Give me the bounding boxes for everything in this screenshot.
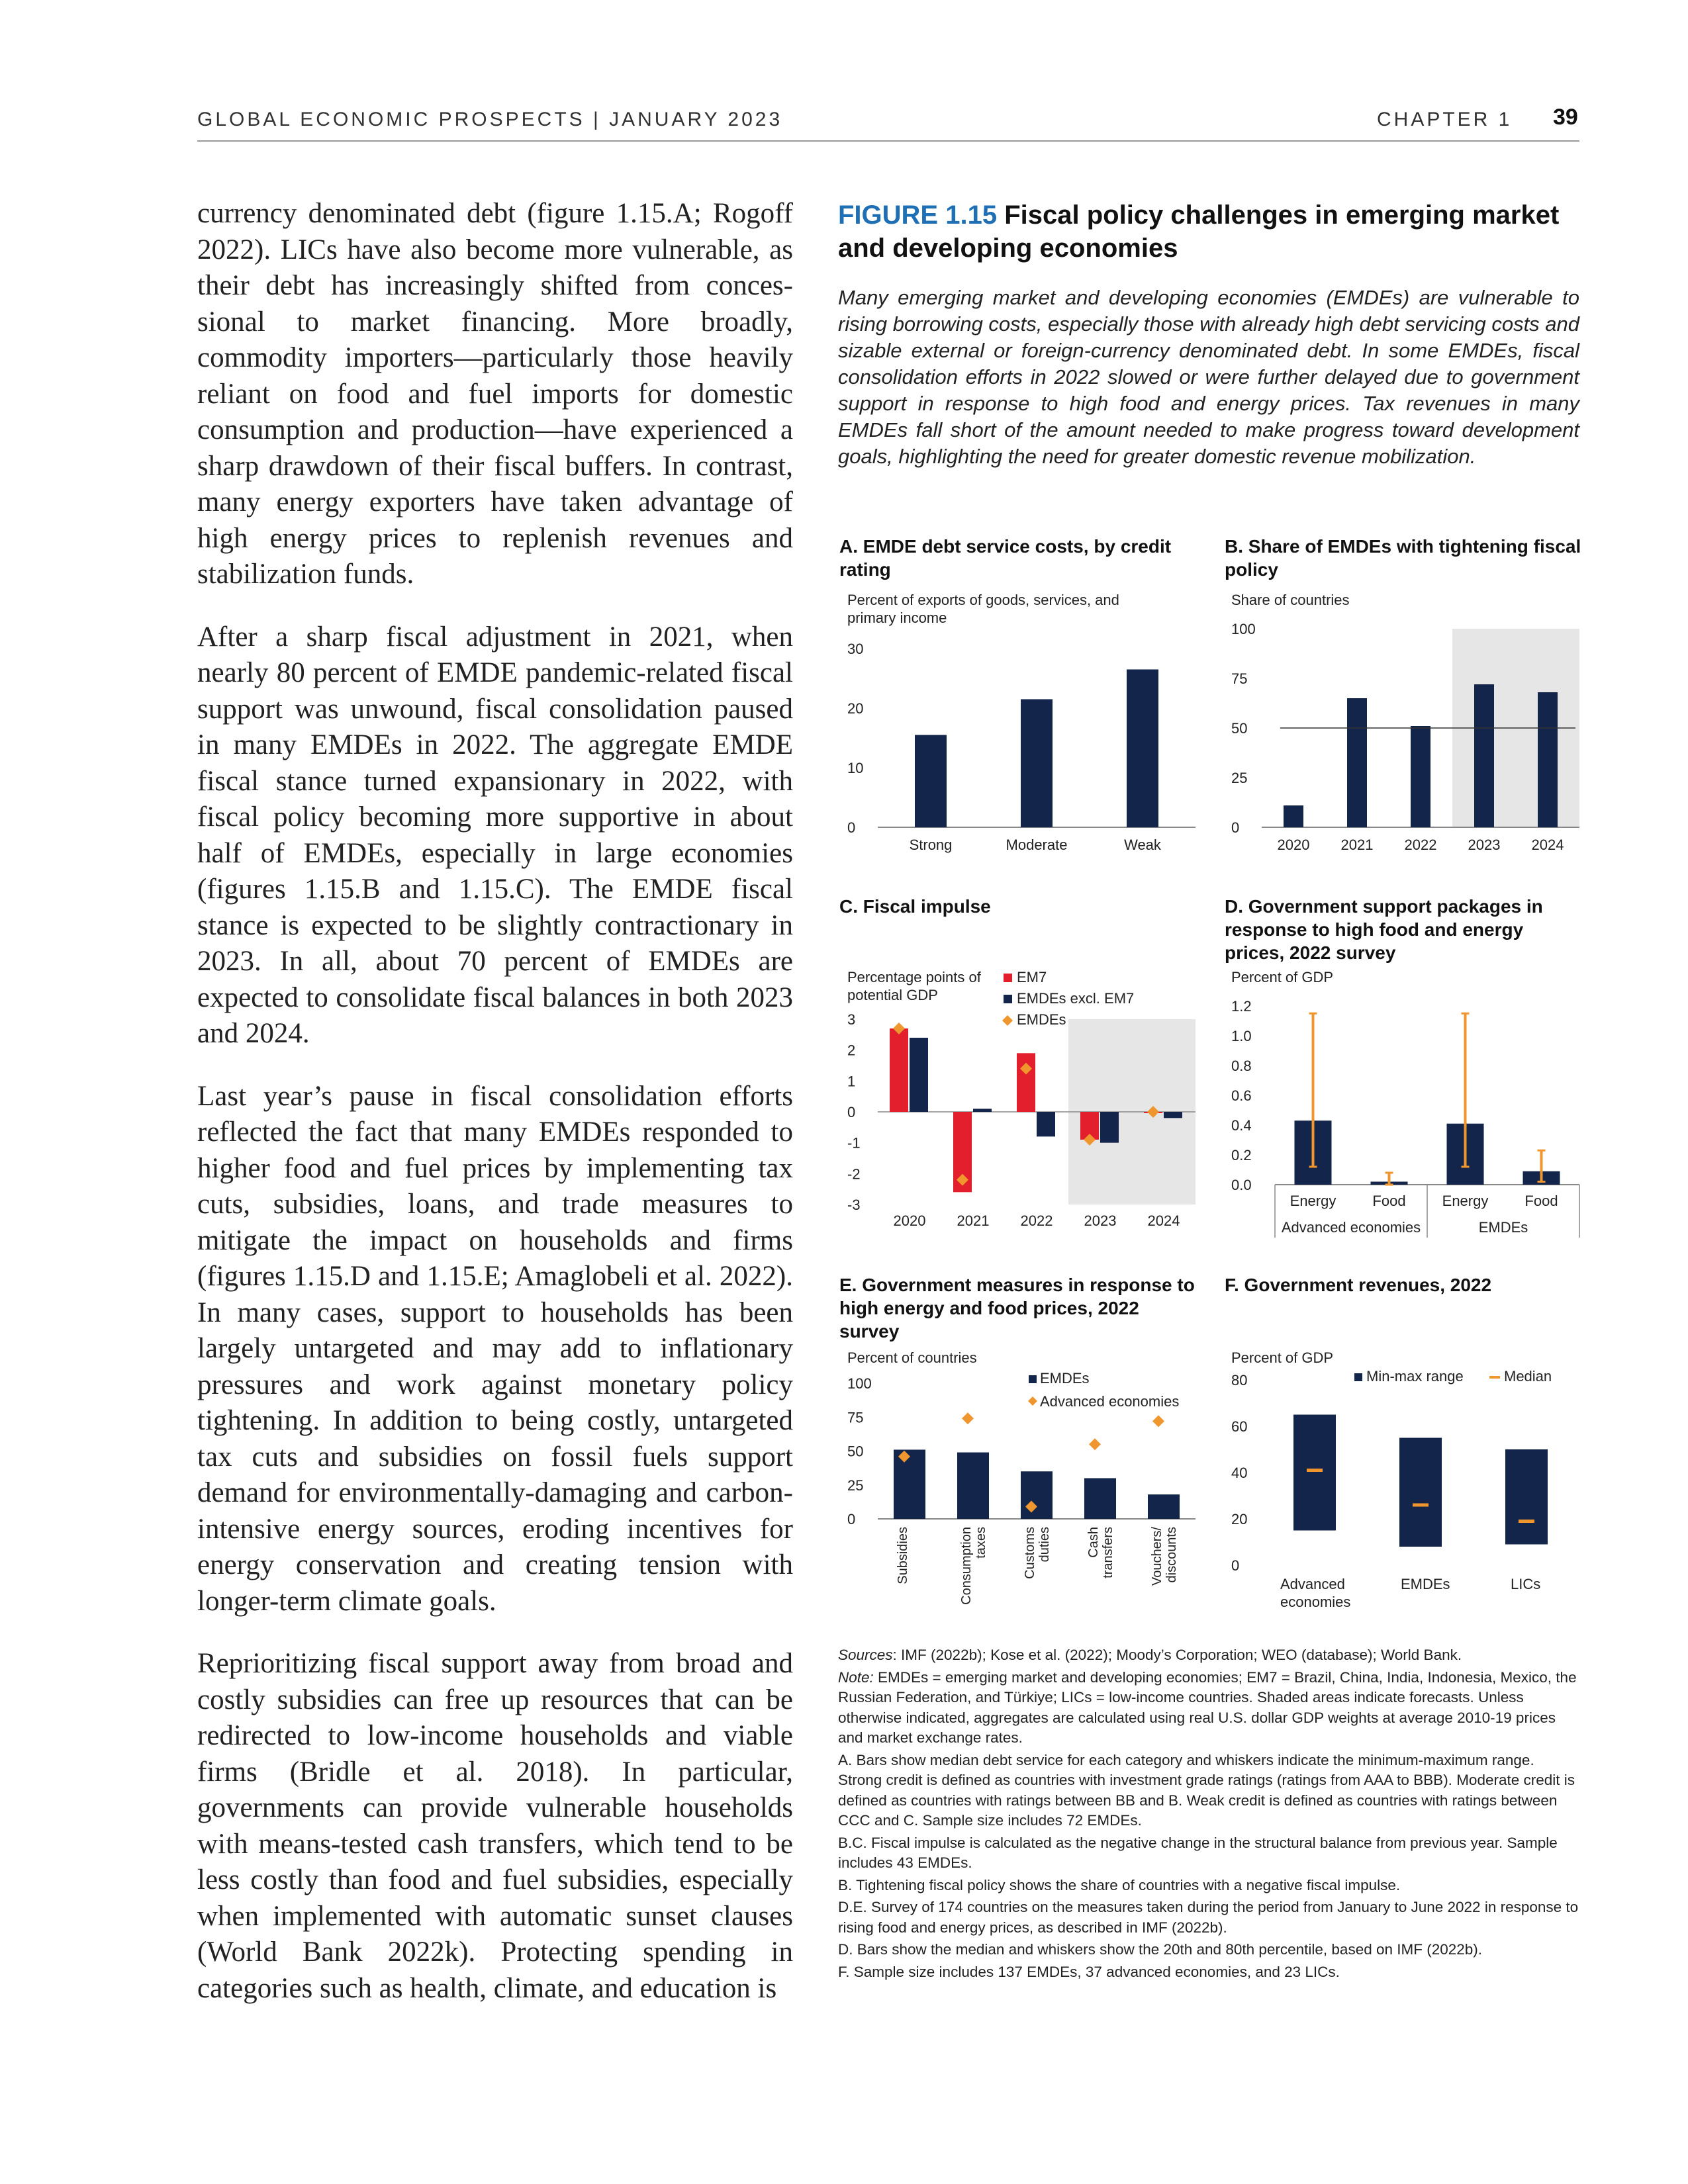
chart-e-ytick: 0 — [847, 1511, 856, 1527]
group-label: EMDEs — [1478, 1219, 1528, 1236]
chart-c-ytick: 0 — [847, 1104, 856, 1120]
note-b: B. Tightening fiscal policy shows the share of countries with a negative fiscal impulse. — [838, 1876, 1401, 1893]
x-tick-label: 2023 — [1084, 1212, 1117, 1229]
chart-c-ytick: 3 — [847, 1011, 856, 1028]
chart-d-ytick: 0.2 — [1231, 1147, 1252, 1163]
x-tick-label: Energy — [1442, 1193, 1489, 1209]
legend-swatch — [1354, 1373, 1362, 1381]
figure-title — [838, 199, 1579, 265]
chart-f-ytick: 40 — [1231, 1465, 1248, 1481]
chart-b-ytick: 0 — [1231, 819, 1240, 836]
x-tick-label: Food — [1524, 1193, 1558, 1209]
range-bar — [1293, 1415, 1336, 1531]
running-header: GLOBAL ECONOMIC PROSPECTS | JANUARY 2023 — [197, 109, 783, 130]
x-tick-label: Moderate — [1006, 837, 1068, 853]
marker-advanced — [962, 1412, 974, 1424]
panel-e-title: E. Government measures in response to high energy and food prices, 2022 survey — [839, 1275, 1195, 1342]
panel-c-title: C. Fiscal impulse — [839, 896, 991, 917]
chapter-label: CHAPTER 1 — [1377, 109, 1513, 130]
x-tick-label: 2023 — [1468, 837, 1501, 853]
bar-emdes-excl-em7 — [910, 1038, 928, 1112]
x-tick-label: Customsduties — [1023, 1527, 1052, 1579]
sources-text: : IMF (2022b); Kose et al. (2022); Moody’s Corporation; WEO (database); World Bank. — [892, 1647, 1462, 1663]
body-text — [197, 196, 793, 2033]
chart-e-ytick: 50 — [847, 1443, 864, 1460]
panel-a-title: A. EMDE debt service costs, by credit rating — [839, 536, 1172, 580]
ylabel: Percentage points of potential GDP — [847, 969, 981, 1003]
chart-f-ytick: 80 — [1231, 1372, 1248, 1388]
chart-d-ytick: 0.0 — [1231, 1177, 1252, 1193]
chart-a-ytick: 30 — [847, 641, 864, 657]
legend-label: EMDEs excl. EM7 — [1017, 990, 1135, 1007]
bar — [1347, 698, 1367, 827]
paragraph-4: Reprioritizing fiscal support away from broad and costly subsidies can free up resources that can be redirected to low-income households and viable firms (Bridle et al. 2018). In particular, governments can provide vulnerable households with means-tested cash transfers, which tend to be less costly than food and fuel subsidies, especially when implemented with automatic sunset clauses (World Bank 2022k). Protecting spending in categories such as health, climate, and education is — [197, 1648, 793, 2004]
paragraph-2: After a sharp fiscal adjustment in 2021, when nearly 80 percent of EMDE pandemic-related fiscal support was unwound, fiscal consolidation paused in many EMDEs in 2022. The aggregate EMDE fiscal stance turned expansionary in 2022, with fiscal policy becoming more supportive in about half of EMDEs, especially in large economies (figures 1.15.B and 1.15.C). The EMDE fiscal stance is expected to be slightly contractionary in 2023. In all, about 70 percent of EMDEs are expected to consolidate fiscal balances in both 2023 and 2024. — [197, 621, 793, 1049]
bar-emdes-excl-em7 — [1037, 1112, 1055, 1136]
marker-advanced — [1089, 1438, 1101, 1450]
chart-e — [838, 1347, 1209, 1625]
legend-swatch — [1004, 974, 1012, 982]
x-tick-label: Energy — [1289, 1193, 1336, 1209]
figure-label: FIGURE 1.15 — [838, 201, 998, 230]
chart-a-ytick: 20 — [847, 700, 864, 717]
bar — [1284, 805, 1303, 827]
x-tick-label: Subsidies — [896, 1527, 910, 1584]
legend-label: EMDEs — [1040, 1370, 1090, 1387]
paragraph-1: currency denominated debt (figure 1.15.A; Rogoff 2022). LICs have also become more vulnerable, as their debt has increasingly shifted from concessional to market financing. More broadly, commodity importers—particularly those heavily reliant on food and fuel imports for domestic consumption and production—have experienced a sharp drawdown of their fiscal buffers. In contrast, many energy exporters have taken advantage of high energy prices to replenish revenues and stabilization funds. — [197, 198, 793, 590]
chart-f-ytick: 20 — [1231, 1511, 1248, 1527]
x-tick-label: 2021 — [957, 1212, 990, 1229]
bar — [1538, 692, 1558, 827]
ylabel: Share of countries — [1231, 592, 1350, 608]
chart-e-ytick: 100 — [847, 1375, 872, 1392]
chart-c-ytick: -2 — [847, 1165, 861, 1183]
chart-a-ytick: 0 — [847, 819, 856, 836]
chart-d-ytick: 0.4 — [1231, 1117, 1252, 1134]
chart-d-ytick: 0.6 — [1231, 1087, 1252, 1104]
figure-notes — [838, 1645, 1579, 1984]
note-de: D.E. Survey of 174 countries on the measures taken during the period from January to June 2022 in response to rising food and energy prices, as described in IMF (2022b). — [838, 1899, 1579, 1936]
range-bar — [1505, 1449, 1548, 1545]
chart-d-ytick: 0.8 — [1231, 1058, 1252, 1074]
x-tick-label: 2021 — [1340, 837, 1374, 853]
chart-f-ytick: 0 — [1231, 1557, 1240, 1574]
bar — [894, 1449, 925, 1519]
x-tick-label: LICs — [1511, 1576, 1541, 1592]
chart-b-ytick: 100 — [1231, 621, 1256, 637]
note-text: EMDEs = emerging market and developing economies; EM7 = Brazil, China, India, Indonesia, Mexico, the Russian Federation, and Türkiye; LICs = low-income countries. Shaded areas indicate forecasts. Unless otherwise indicated, aggregates are calculated using real U.S. dollar GDP weights at average 2010-19 prices and market exchange rates. — [838, 1668, 1577, 1746]
header-rule — [197, 140, 1579, 142]
legend-label: Min-max range — [1366, 1368, 1464, 1385]
x-tick-label: 2022 — [1404, 837, 1437, 853]
figure-intro: Many emerging market and developing economies (EMDEs) are vulnerable to rising borrowing costs, especially those with already high debt servicing costs and sizable external or foreign-currency denominated debt. In some EMDEs, fiscal consolidation efforts in 2022 slowed or were further delayed due to government support in response to high food and energy prices. Tax revenues in many EMDEs fall short of the amount needed to make progress toward development goals, highlighting the need for greater domestic revenue mobilization. — [838, 286, 1580, 468]
legend-swatch — [1028, 1396, 1037, 1406]
chart-d-ytick: 1.0 — [1231, 1028, 1252, 1044]
chart-f — [1222, 1347, 1593, 1625]
bar-emdes-excl-em7 — [973, 1109, 992, 1112]
bar-emdes-excl-em7 — [1164, 1112, 1182, 1118]
legend-label: EMDEs — [1017, 1011, 1066, 1028]
x-tick-label: Advanced economies — [1280, 1576, 1351, 1610]
bar-em7 — [1017, 1053, 1035, 1112]
chart-e-ytick: 75 — [847, 1409, 864, 1426]
bar — [957, 1453, 989, 1519]
legend-swatch — [1029, 1375, 1037, 1383]
x-tick-label: Food — [1372, 1193, 1406, 1209]
page-number: 39 — [1553, 105, 1578, 130]
legend-swatch — [1002, 1015, 1013, 1026]
note-label: Note: — [838, 1668, 874, 1686]
note-f: F. Sample size includes 137 EMDEs, 37 advanced economies, and 23 LICs. — [838, 1963, 1340, 1980]
ylabel: Percent of GDP — [1231, 1349, 1334, 1366]
bar — [1474, 684, 1494, 827]
chart-f-ytick: 60 — [1231, 1418, 1248, 1435]
x-tick-label: Cashtransfers — [1086, 1527, 1115, 1578]
panel-b-title: B. Share of EMDEs with tightening fiscal policy — [1225, 536, 1581, 580]
legend-swatch — [1004, 995, 1012, 1003]
chart-c — [838, 966, 1209, 1244]
chart-a — [838, 589, 1209, 867]
bar — [1021, 1471, 1053, 1519]
note-d: D. Bars show the median and whiskers show the 20th and 80th percentile, based on IMF (2022b). — [838, 1941, 1483, 1958]
sources-label: Sources — [838, 1647, 893, 1663]
chart-b-ytick: 25 — [1231, 770, 1248, 786]
bar — [1127, 670, 1158, 828]
chart-b-ytick: 50 — [1231, 720, 1248, 737]
chart-b — [1222, 589, 1593, 867]
x-tick-label: Consumptiontaxes — [959, 1527, 988, 1605]
chart-c-ytick: 1 — [847, 1073, 856, 1090]
x-tick-label: EMDEs — [1401, 1576, 1450, 1592]
bar-em7 — [890, 1028, 908, 1112]
note-sources — [838, 1645, 1579, 1666]
range-bar — [1399, 1438, 1442, 1547]
ylabel: Percent of GDP — [1231, 969, 1334, 985]
x-tick-label: 2022 — [1020, 1212, 1053, 1229]
chart-b-ytick: 75 — [1231, 670, 1248, 687]
bar — [915, 735, 947, 828]
x-tick-label: 2024 — [1531, 837, 1564, 853]
group-label: Advanced economies — [1281, 1219, 1421, 1236]
chart-d-ytick: 1.2 — [1231, 998, 1252, 1015]
chart-c-ytick: -3 — [847, 1197, 861, 1213]
panel-f-title: F. Government revenues, 2022 — [1225, 1275, 1492, 1295]
chart-c-ytick: -1 — [847, 1134, 861, 1152]
bar — [1021, 700, 1053, 828]
marker-advanced — [1152, 1415, 1164, 1427]
chart-e-ytick: 25 — [847, 1477, 864, 1494]
chart-a-ytick: 10 — [847, 760, 864, 776]
bar — [1411, 726, 1430, 827]
x-tick-label: Weak — [1124, 837, 1161, 853]
bar — [1148, 1494, 1180, 1519]
figure-heading: Fiscal policy challenges in emerging market and developing economies — [838, 201, 1560, 263]
legend-label: EM7 — [1017, 969, 1047, 985]
bar — [1084, 1479, 1116, 1520]
ylabel: Percent of exports of goods, services, and primary income — [847, 592, 1119, 626]
note-a: A. Bars show median debt service for each category and whiskers indicate the minimum-maximum range. Strong credit is defined as countries with investment grade ratings (ratings from AAA to BBB). Moderate credit is defined as countries with ratings between BB and B. Weak credit is defined as countries with ratings between CCC and C. Sample size includes 72 EMDEs. — [838, 1751, 1575, 1829]
note-main — [838, 1668, 1579, 1749]
bar-emdes-excl-em7 — [1100, 1112, 1119, 1143]
note-bc: B.C. Fiscal impulse is calculated as the negative change in the structural balance from previous year. Sample includes 43 EMDEs. — [838, 1834, 1558, 1871]
x-tick-label: Vouchers/discounts — [1150, 1527, 1179, 1586]
chart-c-ytick: 2 — [847, 1042, 856, 1059]
paragraph-3: Last year’s pause in fiscal consolidation efforts reflected the fact that many EMDEs responded to higher food and fuel prices by implementing tax cuts, subsidies, loans, and trade measures to mitigate the impact on households and firms (figures 1.15.D and 1.15.E; Amaglobeli et al. 2022). In many cases, support to households has been largely untargeted and may add to inflationary pressures and work against monetary policy tightening. In addition to being costly, untargeted tax cuts and subsidies on fossil fuels support demand for environmentally-damaging and carbon-intensive energy sources, eroding incentives for energy conservation and creating tension with longer-term climate goals. — [197, 1080, 793, 1617]
x-tick-label: Strong — [909, 837, 953, 853]
panel-d-title: D. Government support packages in response to high food and energy prices, 2022 survey — [1225, 896, 1543, 963]
chart-d — [1222, 966, 1593, 1244]
legend-label: Advanced economies — [1040, 1393, 1180, 1410]
ylabel: Percent of countries — [847, 1349, 977, 1366]
x-tick-label: 2024 — [1147, 1212, 1180, 1229]
x-tick-label: 2020 — [893, 1212, 926, 1229]
legend-label: Median — [1504, 1368, 1552, 1385]
x-tick-label: 2020 — [1277, 837, 1310, 853]
